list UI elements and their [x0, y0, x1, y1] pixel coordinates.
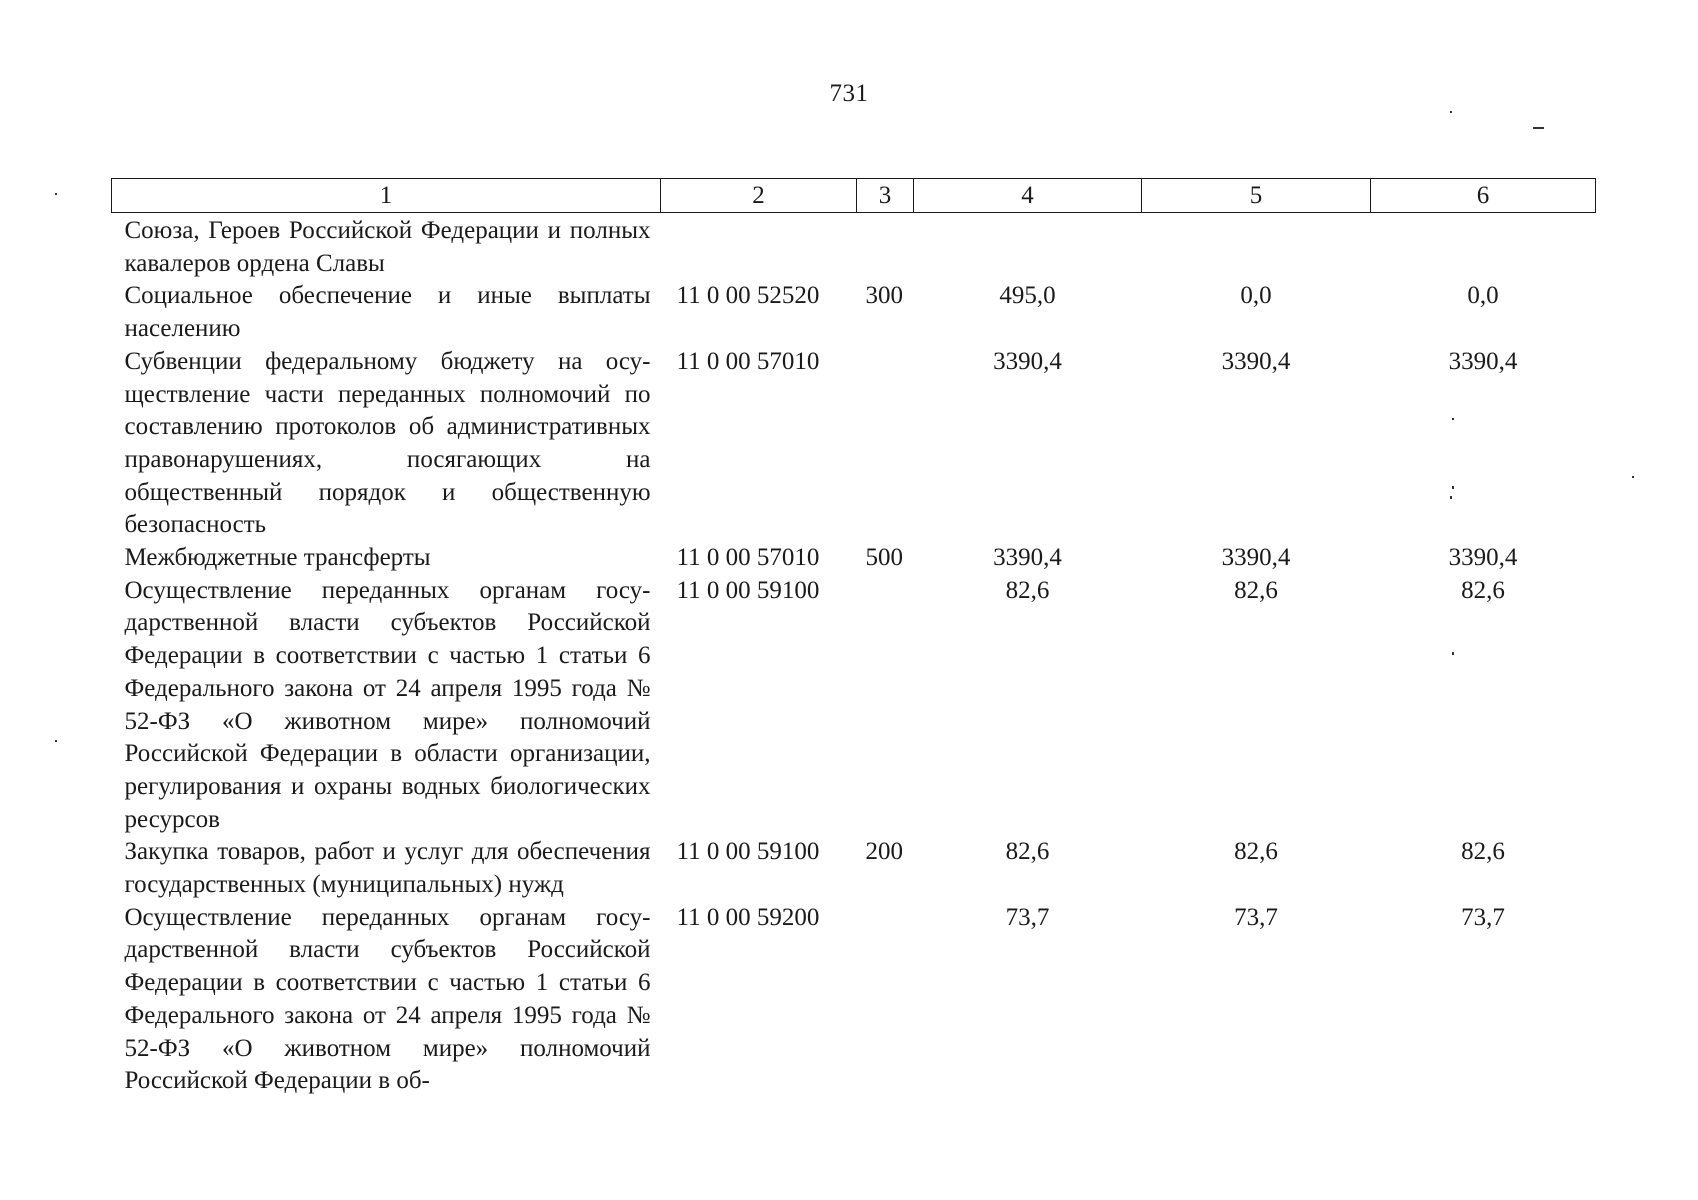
- row-expense-type: [857, 346, 914, 542]
- header-cell-2: 2: [661, 179, 857, 213]
- scan-speck: [1533, 127, 1544, 129]
- row-expense-type: [857, 902, 914, 1098]
- scan-speck: [1452, 418, 1454, 420]
- row-name: Субвенции федеральному бюджету на осуществление части переданных полномочий по составлению протоколов об административных правонарушениях, посягающих на общественный порядок и общественную безопасность: [124, 347, 651, 539]
- header-cell-3: 3: [857, 179, 914, 213]
- row-value-5: [1142, 213, 1371, 281]
- row-value-6: 0,0: [1467, 282, 1499, 310]
- row-value-5: 82,6: [1234, 576, 1278, 604]
- table-row: [112, 280, 1596, 345]
- row-code: 11 0 00 59100: [676, 576, 820, 604]
- row-name: Осуществление переданных органам государственной власти субъектов Российской Федерации в соответствии с частью 1 статьи 6 Федерального закона от 24 апреля 1995 года № 52-ФЗ «О животном мире» полномочий Российской Федерации в области организации, регулирования и охраны водных биологических ресурсов: [124, 576, 651, 833]
- row-name: Осуществление переданных органам государственной власти субъектов Российской Федерации в соответствии с частью 1 статьи 6 Федерального закона от 24 апреля 1995 года № 52-ФЗ «О животном мире» полномочий Российской Федерации в об-: [124, 903, 651, 1095]
- header-row: [112, 179, 1596, 213]
- header-cell-5: 5: [1142, 179, 1371, 213]
- row-name: Закупка товаров, работ и услуг для обеспечения государственных (муниципальных) нужд: [124, 838, 651, 899]
- row-code: 11 0 00 59100: [676, 838, 820, 866]
- row-code: 11 0 00 57010: [676, 347, 820, 375]
- budget-table: [111, 178, 1596, 1098]
- row-name: Межбюджетные трансферты: [124, 544, 431, 572]
- table-header: [112, 179, 1596, 213]
- page-number: 731: [829, 80, 869, 107]
- row-value-6: [1371, 213, 1596, 281]
- row-expense-type: 500: [865, 544, 903, 572]
- row-expense-type: 200: [865, 838, 903, 866]
- scan-speck: [1452, 652, 1454, 655]
- table-row: [112, 542, 1596, 575]
- row-value-6: 3390,4: [1448, 544, 1518, 572]
- row-value-5: 3390,4: [1221, 544, 1291, 572]
- row-value-5: 73,7: [1234, 903, 1278, 931]
- scan-speck: [55, 740, 57, 742]
- table-row: [112, 213, 1596, 281]
- row-value-4: 3390,4: [993, 544, 1062, 572]
- row-code: 11 0 00 57010: [676, 544, 820, 572]
- row-value-6: 82,6: [1461, 576, 1505, 604]
- row-expense-type: 300: [865, 282, 903, 310]
- row-value-5: 82,6: [1234, 838, 1278, 866]
- table-row: [112, 836, 1596, 901]
- row-value-4: 82,6: [1005, 838, 1050, 866]
- row-code: [661, 213, 857, 281]
- row-value-4: 82,6: [1005, 576, 1050, 604]
- row-code: 11 0 00 59200: [676, 903, 820, 931]
- header-cell-4: 4: [914, 179, 1142, 213]
- table-row: [112, 902, 1596, 1098]
- row-value-6: 82,6: [1461, 838, 1505, 866]
- table-body: [112, 213, 1596, 1098]
- row-value-6: 3390,4: [1448, 347, 1518, 375]
- scan-speck: [1632, 476, 1634, 478]
- scan-speck: [1452, 486, 1454, 489]
- row-name: Социальное обеспечение и иные выплаты населению: [124, 282, 651, 343]
- row-value-4: 3390,4: [993, 347, 1062, 375]
- header-cell-6: 6: [1371, 179, 1596, 213]
- row-name: Союза, Героев Российской Федерации и полных кавалеров ордена Славы: [124, 217, 651, 277]
- scan-speck: [1450, 111, 1452, 113]
- row-expense-type: [857, 213, 914, 281]
- header-cell-1: 1: [112, 179, 661, 213]
- row-value-4: 495,0: [999, 282, 1056, 310]
- row-value-5: 0,0: [1240, 282, 1272, 310]
- row-expense-type: [857, 575, 914, 837]
- row-value-6: 73,7: [1461, 903, 1505, 931]
- row-value-4: [914, 213, 1142, 281]
- row-value-4: 73,7: [1005, 903, 1050, 931]
- scan-speck: [55, 193, 57, 195]
- table-row: [112, 575, 1596, 837]
- table-row: [112, 346, 1596, 542]
- scan-speck: [1450, 496, 1452, 499]
- row-code: 11 0 00 52520: [676, 282, 820, 310]
- row-value-5: 3390,4: [1221, 347, 1291, 375]
